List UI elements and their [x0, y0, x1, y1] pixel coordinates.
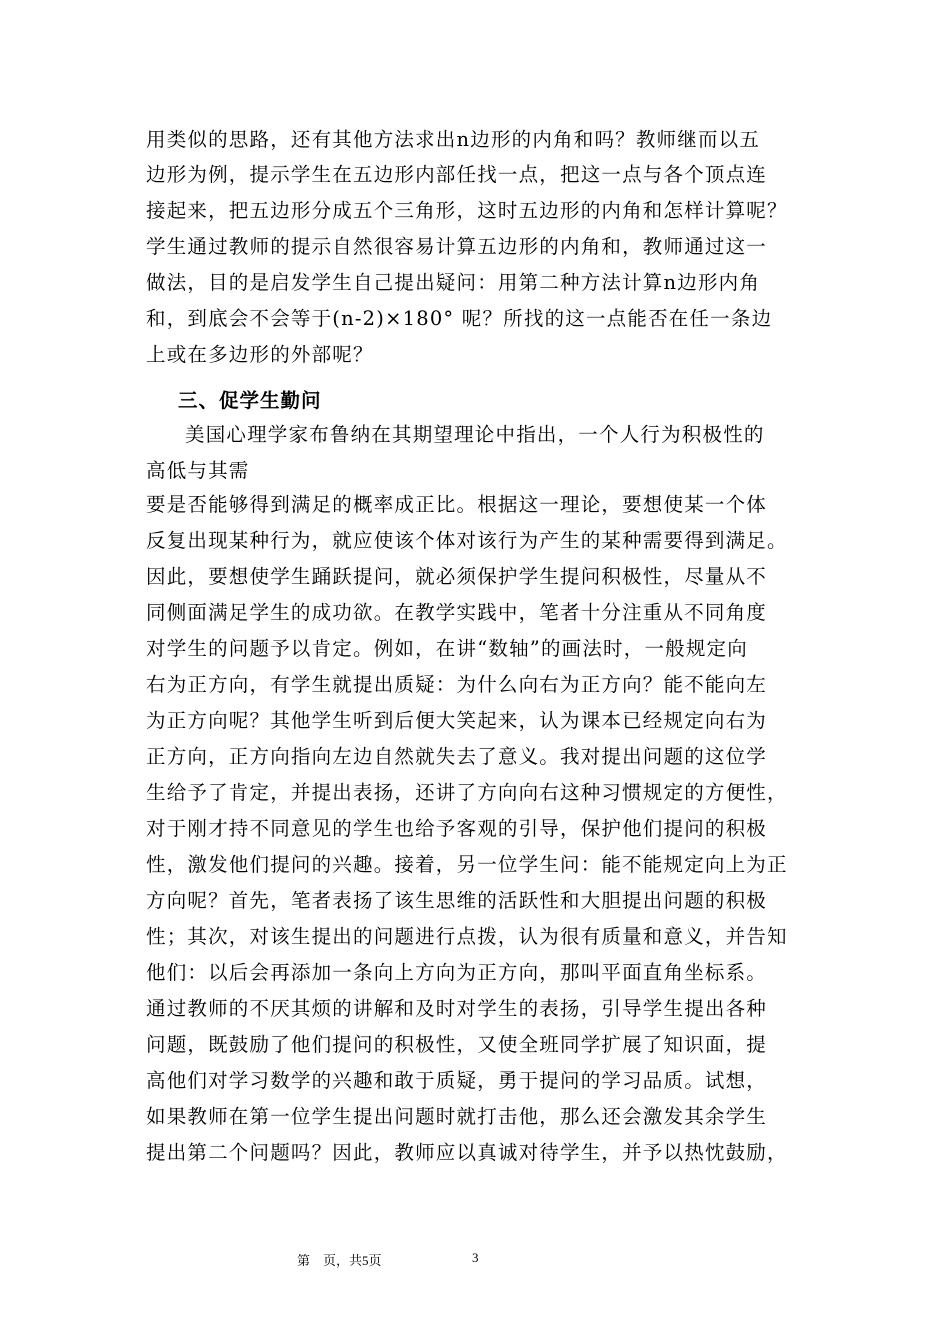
paragraph-2-line: 性，激发他们提问的兴趣。接着，另一位学生问：能不能规定向上为正	[146, 853, 788, 876]
paragraph-2-line: 对学生的问题予以肯定。例如，在讲“数轴”的画法时，一般规定向	[146, 637, 748, 660]
paragraph-2-line: 正方向，正方向指向左边自然就失去了意义。我对提出问题的这位学	[146, 745, 768, 768]
paragraph-1-line: 学生通过教师的提示自然很容易计算五边形的内角和，教师通过这一	[146, 235, 768, 258]
paragraph-2-line: 通过教师的不厌其烦的讲解和及时对学生的表扬，引导学生提出各种	[146, 997, 768, 1020]
paragraph-2-line: 因此，要想使学生踊跃提问，就必须保护学生提问积极性，尽量从不	[146, 565, 768, 588]
paragraph-2-line: 高他们对学习数学的兴趣和敢于质疑，勇于提问的学习品质。试想，	[146, 1069, 768, 1092]
paragraph-2-line: 问题，既鼓励了他们提问的积极性，又使全班同学扩展了知识面，提	[146, 1033, 768, 1056]
paragraph-2-line: 提出第二个问题吗？因此，教师应以真诚对待学生，并予以热忱鼓励，	[146, 1141, 788, 1164]
paragraph-2-line: 为正方向呢？其他学生听到后便大笑起来，认为课本已经规定向右为	[146, 709, 768, 732]
paragraph-1-line: 做法，目的是启发学生自己提出疑问：用第二种方法计算n边形内角	[146, 271, 761, 294]
paragraph-2-line: 如果教师在第一位学生提出问题时就打击他，那么还会激发其余学生	[146, 1105, 768, 1128]
paragraph-2-line: 高低与其需	[146, 459, 250, 482]
paragraph-2-line: 同侧面满足学生的成功欲。在教学实践中，笔者十分注重从不同角度	[146, 601, 768, 624]
paragraph-1-line: 上或在多边形的外部呢？	[146, 343, 374, 366]
paragraph-2-line: 生给予了肯定，并提出表扬，还讲了方向向右这种习惯规定的方便性，	[146, 781, 788, 804]
paragraph-1-line: 接起来，把五边形分成五个三角形，这时五边形的内角和怎样计算呢？	[146, 199, 788, 222]
paragraph-2-line: 对于刚才持不同意见的学生也给予客观的引导，保护他们提问的积极	[146, 817, 768, 840]
paragraph-2-line: 反复出现某种行为，就应使该个体对该行为产生的某种需要得到满足。	[146, 529, 788, 552]
section-heading: 三、促学生勤问	[178, 389, 322, 412]
page-number: 3	[472, 1250, 479, 1265]
page-count-label: 第 页，共5页	[297, 1253, 382, 1268]
paragraph-2-line: 要是否能够得到满足的概率成正比。根据这一理论，要想使某一个体	[146, 493, 768, 516]
paragraph-1-line: 用类似的思路，还有其他方法求出n边形的内角和吗？教师继而以五	[146, 128, 761, 151]
paragraph-1-line: 和，到底会不会等于(n-2)×180° 呢？所找的这一点能否在任一条边	[146, 307, 773, 330]
paragraph-1-line: 边形为例，提示学生在五边形内部任找一点，把这一点与各个顶点连	[146, 163, 768, 186]
paragraph-2-line: 美国心理学家布鲁纳在其期望理论中指出，一个人行为积极性的	[185, 423, 765, 446]
paragraph-2-line: 性；其次，对该生提出的问题进行点拨，认为很有质量和意义，并告知	[146, 925, 788, 948]
paragraph-2-line: 方向呢？首先，笔者表扬了该生思维的活跃性和大胆提出问题的积极	[146, 889, 768, 912]
paragraph-2-line: 右为正方向，有学生就提出质疑：为什么向右为正方向？能不能向左	[146, 673, 768, 696]
paragraph-2-line: 他们：以后会再添加一条向上方向为正方向，那叫平面直角坐标系。	[146, 961, 768, 984]
